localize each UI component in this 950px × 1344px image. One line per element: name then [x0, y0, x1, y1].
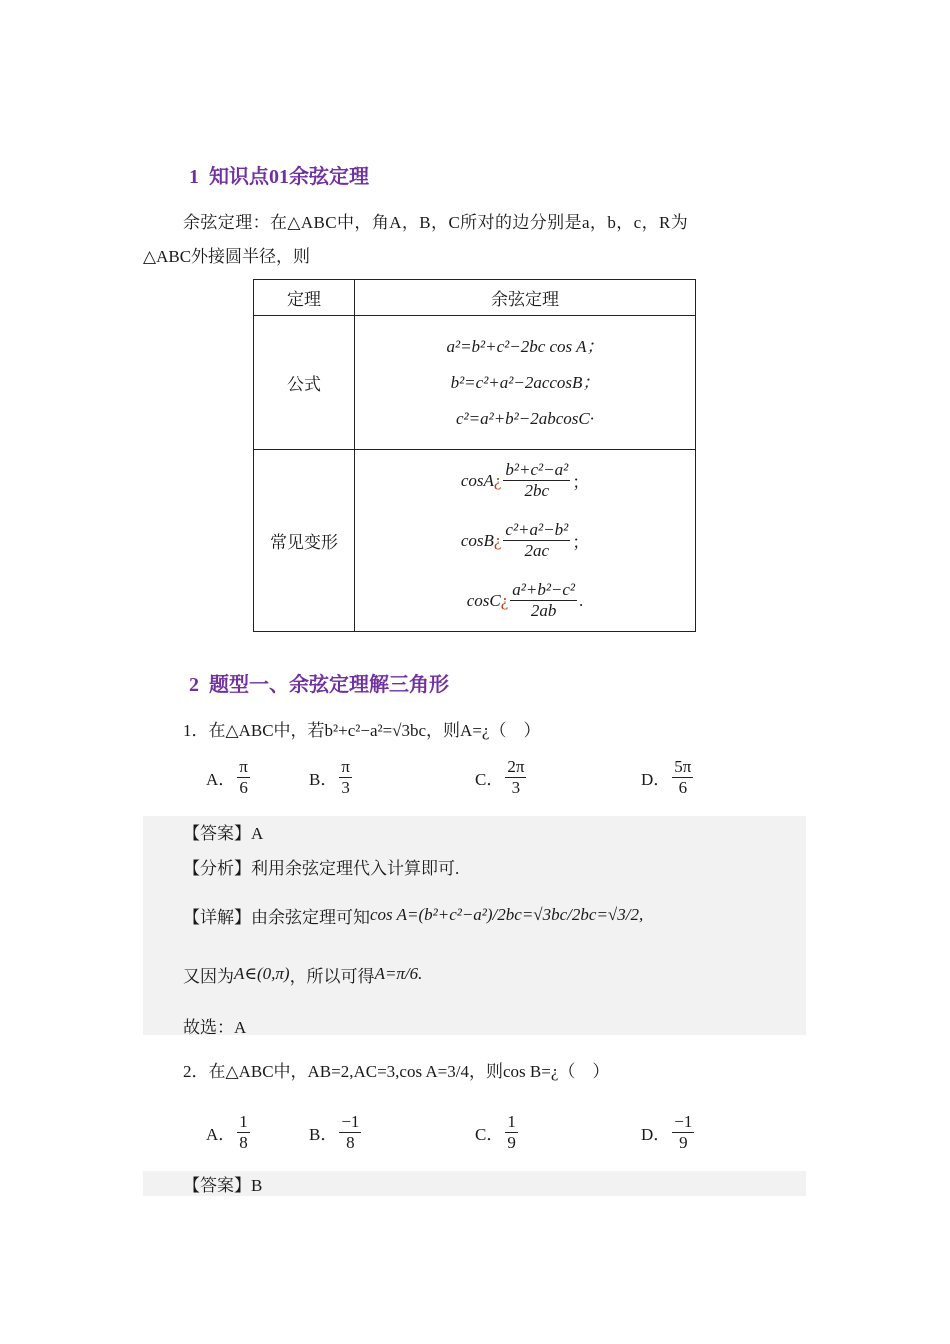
q2-option-a[interactable]: [206, 1112, 252, 1153]
section-title: 知识点01余弦定理: [209, 166, 369, 188]
option-label: B．: [309, 770, 338, 789]
row-label-variants: 常见变形: [254, 450, 355, 632]
option-label: A．: [206, 770, 236, 789]
fraction-denominator: 2ab: [530, 601, 557, 620]
fraction-denominator: 3: [511, 778, 521, 797]
row-label-formula: 公式: [254, 316, 355, 450]
variant-lhs: cosC: [466, 590, 501, 610]
q1-detail-2: [183, 950, 422, 998]
detail2-prefix: 又因为: [183, 966, 234, 986]
variants-cell: [355, 450, 696, 632]
fraction-denominator: 6: [678, 778, 688, 797]
fraction-denominator: 8: [346, 1133, 355, 1152]
section-heading-1: [189, 160, 369, 189]
intro-line-2: △ABC外接圆半径，则: [143, 247, 311, 266]
formula-a: a²=b²+c²−2bc cos A；: [446, 336, 604, 356]
cosine-law-table: [253, 279, 696, 632]
q1-answer: 【答案】A: [183, 823, 264, 843]
section-number: 1: [189, 166, 199, 188]
variant-lhs: cosB: [460, 530, 494, 550]
fraction-numerator: π: [341, 757, 350, 776]
option-label: B．: [309, 1125, 338, 1144]
question-glyph: ¿: [500, 590, 509, 610]
detail2-formula: A∈(0,π): [234, 964, 290, 983]
q2-option-d[interactable]: [641, 1112, 696, 1153]
option-fraction: [505, 1112, 518, 1153]
variant-cosC: [356, 572, 694, 630]
option-label: C．: [475, 1125, 504, 1144]
fraction-numerator: b²+c²−a²: [505, 460, 569, 479]
option-fraction: [505, 757, 526, 798]
fraction-numerator: −1: [341, 1112, 360, 1131]
fraction-numerator: 1: [239, 1112, 248, 1131]
fraction-denominator: 6: [239, 778, 248, 797]
fraction: [503, 520, 570, 561]
option-label: D．: [641, 1125, 671, 1144]
fraction-denominator: 2bc: [524, 481, 550, 500]
q2-option-c[interactable]: [475, 1112, 520, 1153]
detail-prefix: 【详解】由余弦定理可知: [183, 907, 370, 927]
section-title: 题型一、余弦定理解三角形: [209, 674, 449, 696]
question-glyph: ¿: [493, 530, 502, 550]
intro-line-1: 余弦定理：在△ABC中，角A，B，C所对的边分别是a，b，c，R为: [183, 213, 689, 232]
question-2-stem: 2．在△ABC中，AB=2,AC=3,cos A=3/4，则cos B=¿（ ）: [183, 1062, 610, 1081]
fraction-numerator: π: [239, 757, 248, 776]
variant-cosA: [356, 452, 694, 510]
fraction-denominator: 2ac: [524, 541, 550, 560]
fraction-numerator: a²+b²−c²: [512, 580, 576, 599]
question-1-stem: 1．在△ABC中，若b²+c²−a²=√3bc，则A=¿（ ）: [183, 721, 541, 740]
header-cell-cosine-law: 余弦定理: [355, 280, 696, 316]
q1-option-c[interactable]: [475, 757, 528, 798]
fraction-numerator: −1: [674, 1112, 693, 1131]
variant-end: ；: [572, 533, 590, 552]
table-row-formula: [254, 316, 696, 450]
variant-lhs: cosA: [460, 470, 494, 490]
fraction-numerator: 2π: [507, 757, 525, 776]
q1-option-a[interactable]: [206, 757, 252, 798]
fraction-numerator: c²+a²−b²: [505, 520, 569, 539]
option-fraction: [237, 1112, 250, 1153]
variant-end: .: [579, 590, 584, 610]
q2-answer: 【答案】B: [183, 1176, 263, 1195]
detail2-result: A=π/6.: [374, 964, 423, 983]
section-number: 2: [189, 674, 199, 696]
variant-end: ；: [572, 473, 590, 492]
option-fraction: [672, 1112, 694, 1153]
header-cell-theorem: 定理: [254, 280, 355, 316]
variant-cosB: [356, 510, 694, 572]
detail-formula: cos A=(b²+c²−a²)/2bc=√3bc/2bc=√3/2,: [370, 905, 644, 924]
table-row-variants: [254, 450, 696, 632]
q1-option-b[interactable]: [309, 757, 354, 798]
fraction-denominator: 9: [507, 1133, 516, 1152]
detail2-mid: ，所以可得: [289, 966, 375, 986]
option-fraction: [339, 1112, 361, 1153]
question-glyph: ¿: [493, 470, 502, 490]
q1-detail: [183, 890, 643, 940]
fraction-denominator: 9: [679, 1133, 688, 1152]
fraction-numerator: 1: [507, 1112, 516, 1131]
intro-paragraph: [143, 206, 808, 274]
formula-cell: [355, 316, 696, 450]
fraction: [510, 580, 577, 621]
fraction-numerator: 5π: [674, 757, 692, 776]
option-fraction: [237, 757, 250, 798]
q1-option-d[interactable]: [641, 757, 695, 798]
option-label: A．: [206, 1125, 236, 1144]
option-fraction: [672, 757, 693, 798]
option-label: D．: [641, 770, 671, 789]
formula-c: c²=a²+b²−2abcosC·: [455, 408, 594, 428]
fraction-denominator: 8: [239, 1133, 248, 1152]
option-label: C．: [475, 770, 504, 789]
table-header-row: [254, 280, 696, 316]
section-heading-2: [189, 668, 449, 697]
q1-analysis: 【分析】利用余弦定理代入计算即可.: [183, 858, 460, 878]
fraction-denominator: 3: [341, 778, 350, 797]
q2-option-b[interactable]: [309, 1112, 363, 1153]
fraction: [503, 460, 570, 501]
q1-conclusion: 故选：A: [183, 1017, 247, 1037]
option-fraction: [339, 757, 352, 798]
formula-b: b²=c²+a²−2accosB；: [450, 372, 600, 392]
